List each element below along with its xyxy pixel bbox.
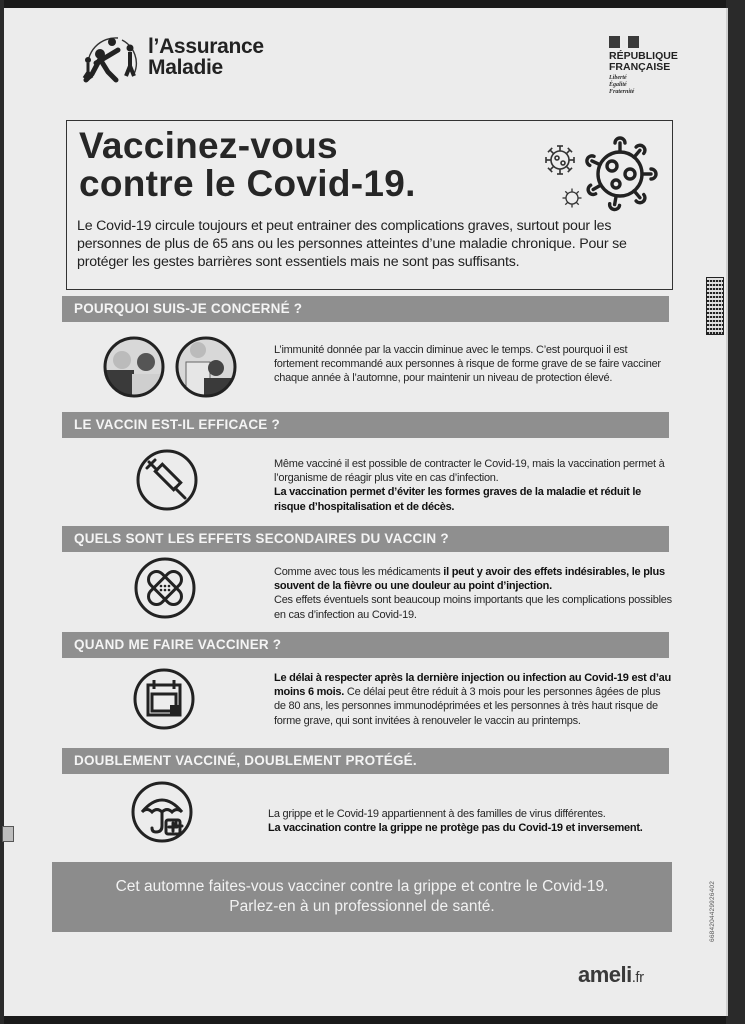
virus-icon-small bbox=[543, 143, 577, 177]
section-text-plain: L’immunité donnée par la vaccin diminue avec le temps. C’est pourquoi il est fortement recommandé aux personnes à risque de forme grave de se faire vacciner chaque année à l’automne, pour maintenir un niveau de protection élevé. bbox=[274, 344, 661, 385]
logo-text-line2: Maladie bbox=[148, 56, 223, 79]
rf-name-line1: RÉPUBLIQUE bbox=[609, 50, 678, 62]
banner-line1: Cet automne faites-vous vacciner contre la grippe et contre le Covid-19. bbox=[115, 878, 609, 895]
page-title bbox=[79, 127, 416, 203]
motto-egalite: Égalité bbox=[609, 82, 627, 88]
section-text-bold: il peut y avoir des effets indésirables, le plus souvent de la fièvre ou une douleur au point d’injection. bbox=[274, 566, 665, 593]
syringe-icon bbox=[135, 448, 199, 512]
rf-motto bbox=[609, 75, 705, 96]
title-line1: Vaccinez-vous bbox=[79, 125, 338, 166]
print-code: 6684204429926402 bbox=[709, 880, 716, 942]
ameli-tld: .fr bbox=[631, 969, 644, 986]
section-text-effective bbox=[274, 457, 674, 514]
section-text-double bbox=[268, 807, 678, 835]
section-text-plain: Ce délai peut être réduit à 3 mois pour les personnes âgées de plus de 80 ans, les personnes immunodéprimées et les personnes à très haut risque de forme grave, qui sont invitées à renouveler le vaccin au printemps. bbox=[274, 686, 661, 727]
scan-mark bbox=[2, 826, 14, 842]
section-text-concerned bbox=[274, 343, 674, 386]
call-to-action-banner bbox=[52, 862, 672, 932]
motto-liberte: Liberté bbox=[609, 75, 627, 81]
section-header-side-effects: QUELS SONT LES EFFETS SECONDAIRES DU VACCIN ? bbox=[62, 526, 669, 552]
motto-fraternite: Fraternité bbox=[609, 89, 635, 95]
section-text-plain: Comme avec tous les médicaments bbox=[274, 566, 444, 578]
section-text-when bbox=[274, 671, 674, 728]
ameli-brand: ameli bbox=[578, 962, 632, 987]
title-line2: contre le Covid-19. bbox=[79, 163, 416, 204]
section-header-concerned: POURQUOI SUIS-JE CONCERNÉ ? bbox=[62, 296, 669, 322]
banner-line2: Parlez-en à un professionnel de santé. bbox=[229, 898, 495, 915]
rf-name-line2: FRANÇAISE bbox=[609, 61, 671, 73]
section-text-plain: Même vacciné il est possible de contracter le Covid-19, mais la vaccination permet à l’organisme de réagir plus vite en cas d’infection. bbox=[274, 458, 665, 485]
republique-francaise-logo bbox=[605, 36, 705, 106]
section-text-side-effects bbox=[274, 565, 674, 622]
section-text-bold: La vaccination contre la grippe ne protège pas du Covid-19 et inversement. bbox=[268, 822, 643, 835]
section-header-when: QUAND ME FAIRE VACCINER ? bbox=[62, 632, 669, 658]
calendar-icon bbox=[132, 667, 196, 731]
people-illustration bbox=[102, 334, 240, 400]
section-text-bold: Le délai à respecter après la dernière injection ou infection au Covid-19 est d’au moins 6 mois. bbox=[274, 672, 672, 699]
section-header-double: DOUBLEMENT VACCINÉ, DOUBLEMENT PROTÉGÉ. bbox=[62, 748, 669, 774]
section-text-plain: La grippe et le Covid-19 appartiennent à des familles de virus différentes. bbox=[268, 808, 606, 820]
assurance-maladie-logo bbox=[78, 30, 288, 86]
umbrella-health-icon bbox=[130, 780, 194, 844]
scan-edge-right bbox=[726, 0, 745, 1024]
hero-intro: Le Covid-19 circule toujours et peut entrainer des complications graves, surtout pour les personnes de plus de 65 ans ou les personnes atteintes d’une maladie chronique. Pour se protéger les gestes barrières sont essentiels mais ne sont pas suffisants. bbox=[77, 218, 627, 270]
hero-box bbox=[66, 120, 673, 290]
assurance-maladie-wordmark bbox=[148, 36, 264, 78]
family-running-icon bbox=[78, 30, 144, 86]
section-text-plain-2: Ces effets éventuels sont beaucoup moins importants que les complications possibles en cas d’infection au Covid-19. bbox=[274, 594, 672, 621]
bandage-icon bbox=[133, 556, 197, 620]
virus-icon-large bbox=[579, 133, 661, 215]
section-header-effective: LE VACCIN EST-IL EFFICACE ? bbox=[62, 412, 669, 438]
datamatrix-code bbox=[707, 278, 723, 334]
marianne-flag-icon bbox=[609, 36, 705, 48]
ameli-logo bbox=[578, 962, 644, 988]
section-text-bold: La vaccination permet d’éviter les formes graves de la maladie et réduit le risque d’hospitalisation et de décès. bbox=[274, 486, 642, 513]
logo-text-line1: l’Assurance bbox=[148, 35, 264, 58]
